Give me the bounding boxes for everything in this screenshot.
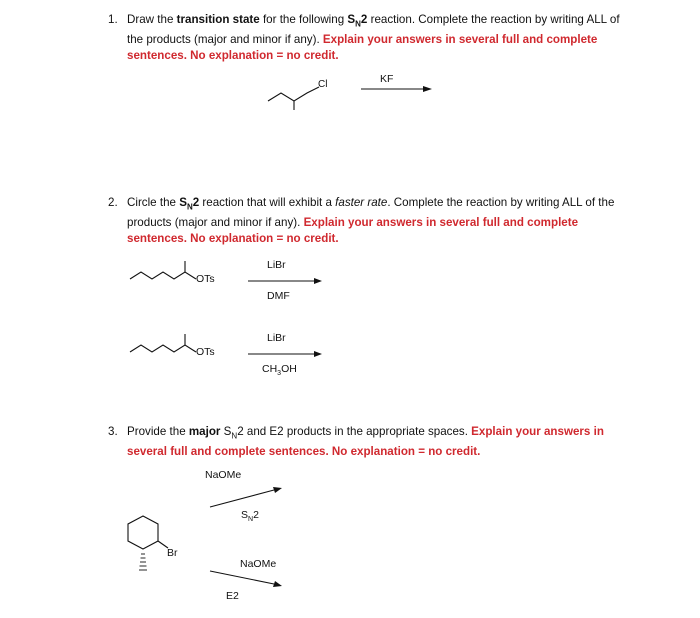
question-1-number: 1. [108, 13, 118, 26]
bromo-label: Br [167, 547, 178, 559]
e2-label: E2 [226, 590, 239, 602]
ots-label-2b: OTs [196, 346, 215, 358]
reagent-naome-top: NaOMe [205, 469, 242, 481]
reagent-kf: KF [380, 73, 394, 85]
chloro-label: Cl [318, 79, 328, 90]
solvent-dmf: DMF [267, 290, 290, 302]
sn2-label: $S_N2$ [241, 509, 259, 524]
sn2-arrow [210, 487, 282, 507]
hashed-bond [139, 554, 147, 570]
cyclohexane-ring [128, 516, 168, 549]
reagent-naome-bottom: NaOMe [240, 558, 277, 570]
ots-label-2a: OTs [196, 273, 215, 285]
question-2-text: Circle the $S_N2$ reaction that will exhibit a faster rate. Complete the reaction by writing ALL of the products (major and minor if any). Explain your answers in several full and complete sentences. No explanation = no credit. [127, 196, 615, 246]
reagent-libr-2a: LiBr [267, 259, 286, 271]
question-2-number: 2. [108, 196, 118, 209]
question-3-number: 3. [108, 425, 118, 438]
question-3-text: Provide the major $S_N2$ and E2 products in the appropriate spaces. Explain your answers in several full and complete sentences. No explanation = no credit. [127, 425, 604, 459]
solvent-methanol: $CH_3OH$ [262, 363, 297, 378]
reagent-libr-2b: LiBr [267, 332, 286, 344]
question-1-text: Draw the transition state for the following $S_N2$ reaction. Complete the reaction by writing ALL of the products (major and minor if any). Explain your answers in several full and complete sentences. No explanation = no credit. [127, 13, 620, 63]
e2-arrow [210, 571, 282, 587]
